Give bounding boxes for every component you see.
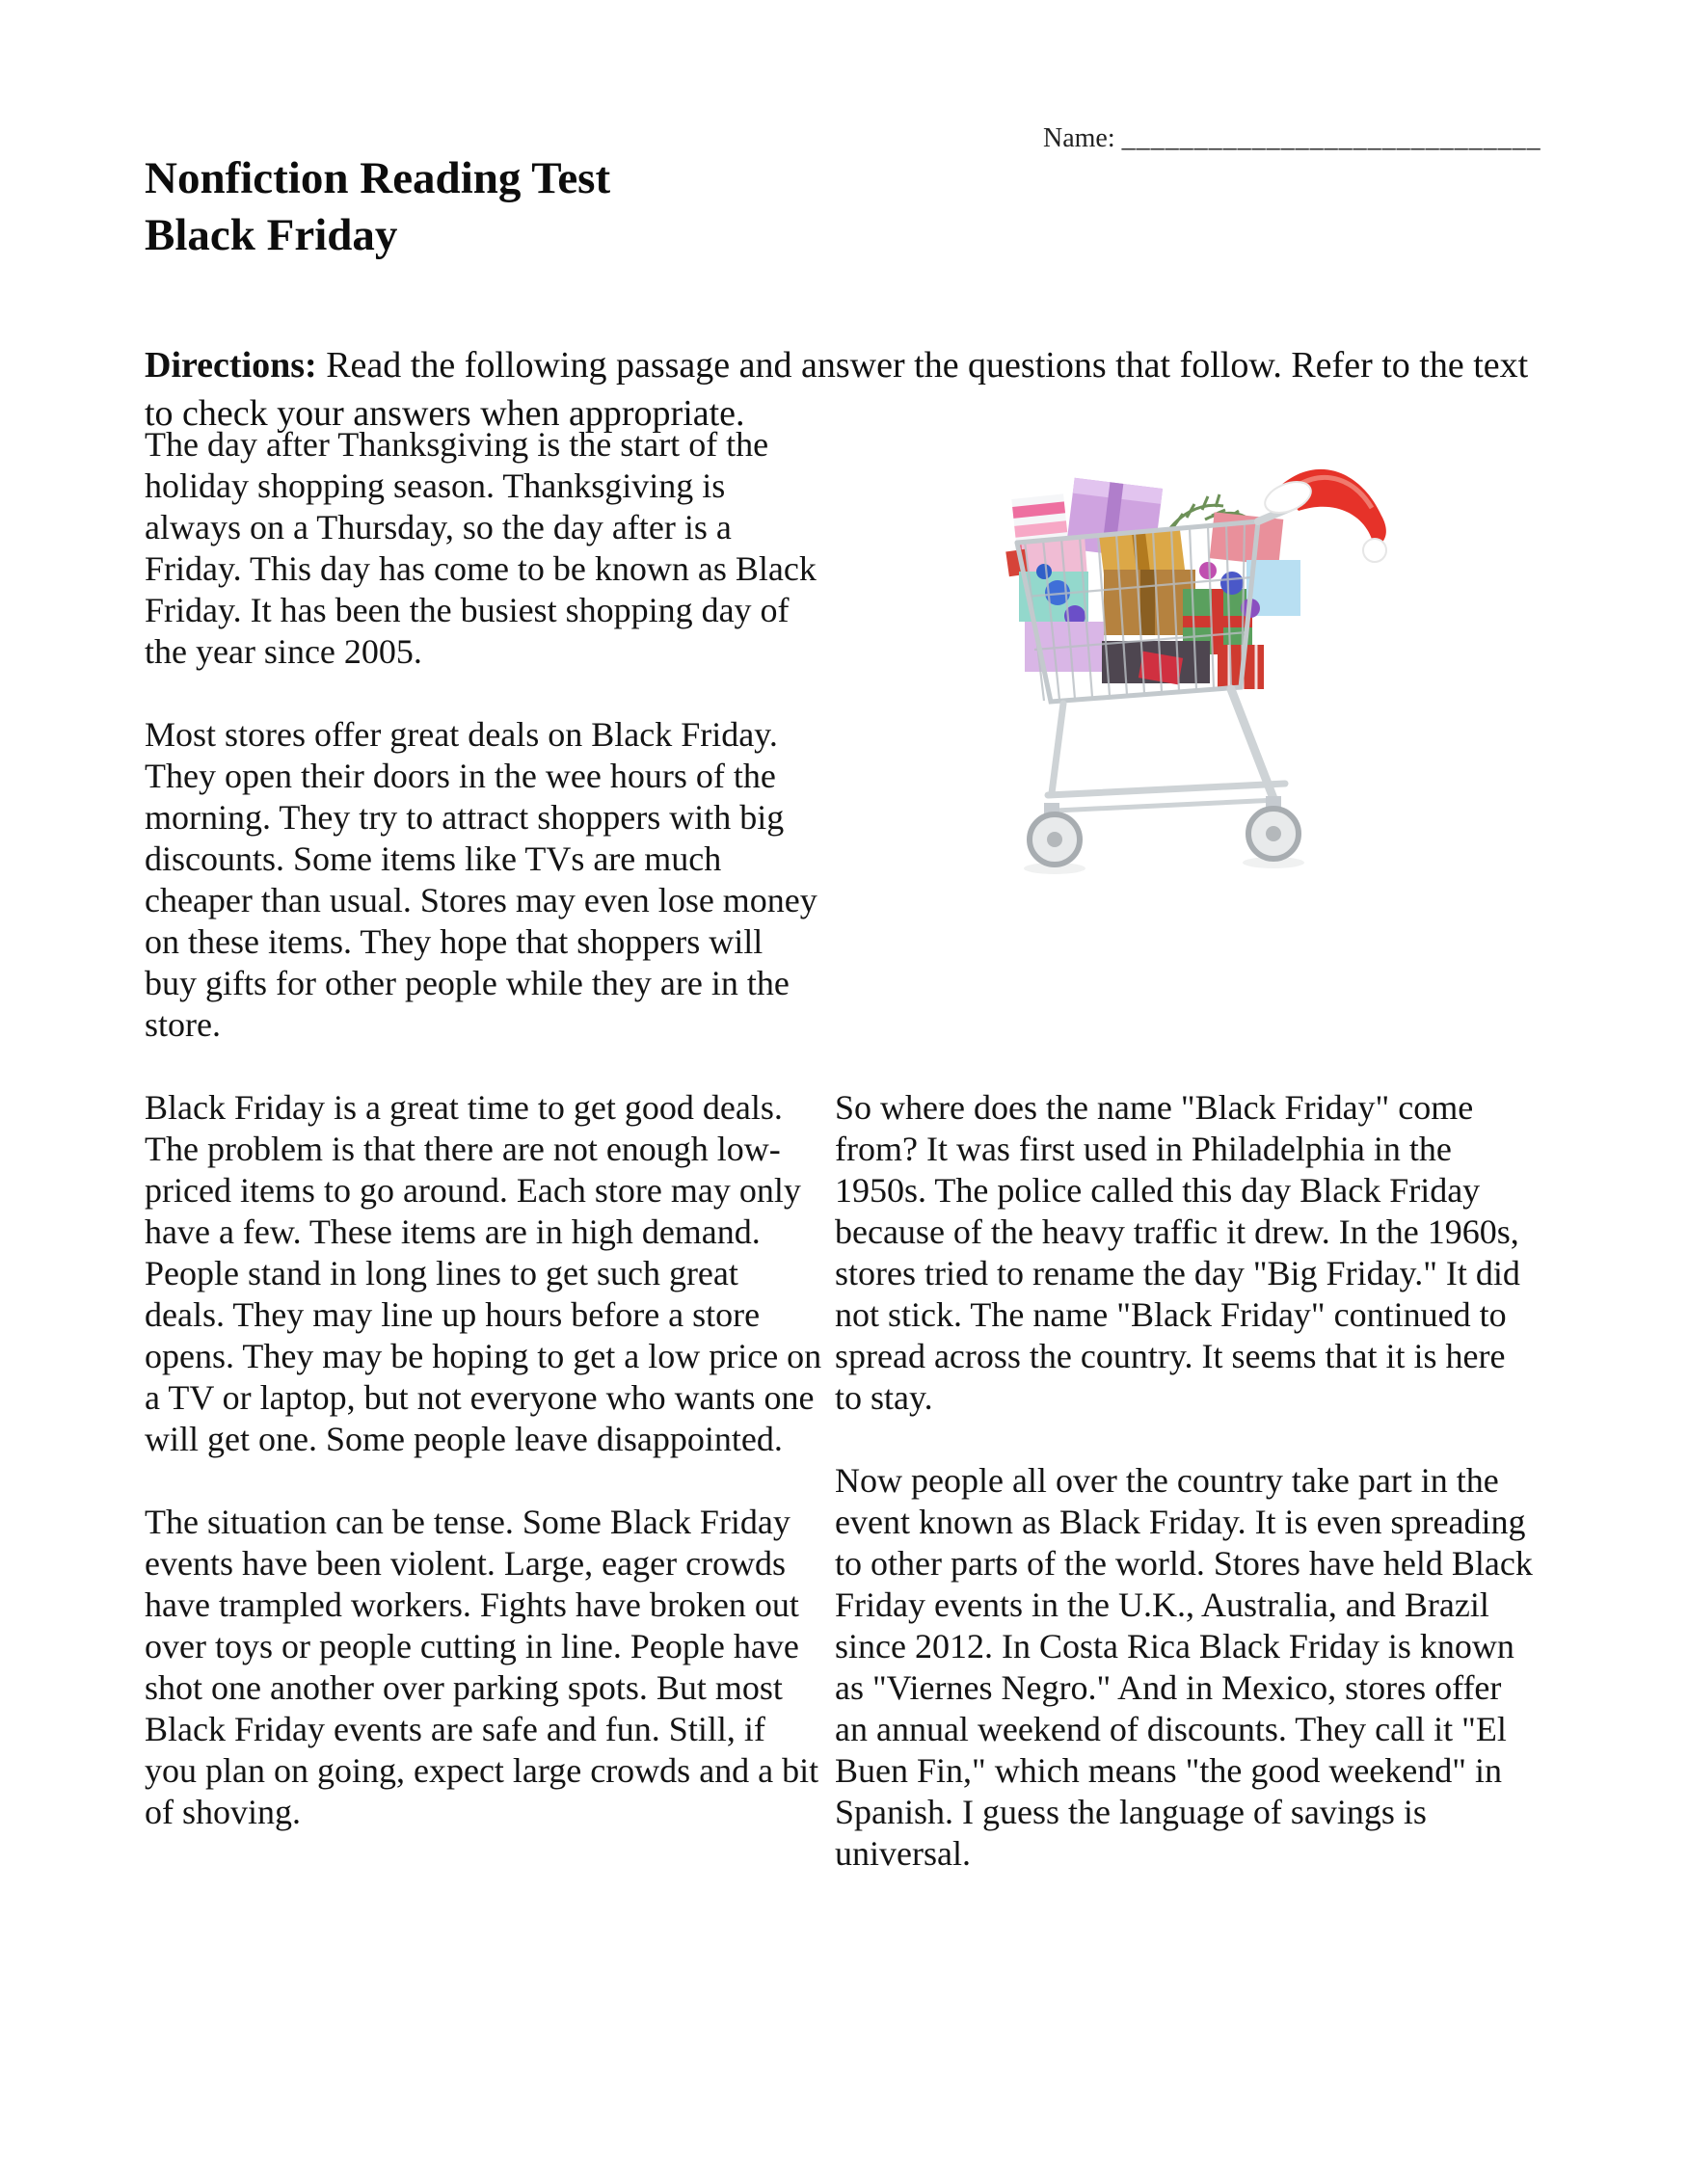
paragraph-6: Now people all over the country take part in the event known as Black Friday. It is even spreading to other parts of the world. Stores have held Black Friday events in the U.K., Australia, and Brazil since 2012. In Costa Rica Black Friday is known as "Viernes Negro." And in Mexico, stores offer an annual weekend of discounts. They call it "El Buen Fin," which means "the good weekend" in Spanish. I guess the language of savings is universal. — [835, 1461, 1533, 1873]
paragraph-1: The day after Thanksgiving is the start of the holiday shopping season. Thanksgiving is always on a Thursday, so the day after is a Friday. This day has come to be known as Black Friday. It has been the busiest shopping day of the year since 2005. — [145, 425, 817, 671]
passage-left-column — [145, 424, 823, 1875]
cart-wheels — [1024, 809, 1304, 874]
gift-boxes — [1005, 478, 1300, 689]
paragraph-3: Black Friday is a great time to get good deals. The problem is that there are not enough low-priced items to go around. Each store may only have a few. These items are in high demand. People stand in long lines to get such great deals. They may line up hours before a store opens. They may be hoping to get a low price on a TV or laptop, but not everyone who wants one will get one. Some people leave disappointed. — [145, 1088, 822, 1458]
directions-text: Read the following passage and answer the questions that follow. Refer to the text to check your answers when appropriate. — [145, 345, 1529, 434]
name-field — [1043, 123, 1541, 154]
page-title-line2: Black Friday — [145, 210, 398, 260]
cart-frame — [1044, 689, 1285, 822]
name-blank-line: _____________________________ — [1121, 123, 1541, 153]
paragraph-5: So where does the name "Black Friday" come from? It was first used in Philadelphia in the 1950s. The police called this day Black Friday because of the heavy traffic it drew. In the 1960s, stores tried to rename the day "Big Friday." It did not stick. The name "Black Friday" continued to spread across the country. It seems that it is here to stay. — [835, 1088, 1520, 1417]
name-label: Name: — [1043, 123, 1115, 153]
page-title — [145, 150, 610, 264]
passage-right-column — [835, 1087, 1541, 1916]
page-title-line1: Nonfiction Reading Test — [145, 153, 611, 203]
santa-hat-pompom — [1363, 539, 1386, 562]
directions-label: Directions: — [145, 345, 317, 386]
paragraph-2: Most stores offer great deals on Black Friday. They open their doors in the wee hours of the morning. They try to attract shoppers with big discounts. Some items like TVs are much cheaper than usual. Stores may even lose money on these items. They hope that shoppers will buy gifts for other people while they are in the store. — [145, 715, 817, 1044]
shopping-cart-image — [959, 427, 1441, 882]
paragraph-4: The situation can be tense. Some Black Friday events have been violent. Large, eager crowds have trampled workers. Fights have broken out over toys or people cutting in line. People have shot one another over parking spots. But most Black Friday events are safe and fun. Still, if you plan on going, expect large crowds and a bit of shoving. — [145, 1503, 819, 1831]
directions — [145, 341, 1552, 438]
